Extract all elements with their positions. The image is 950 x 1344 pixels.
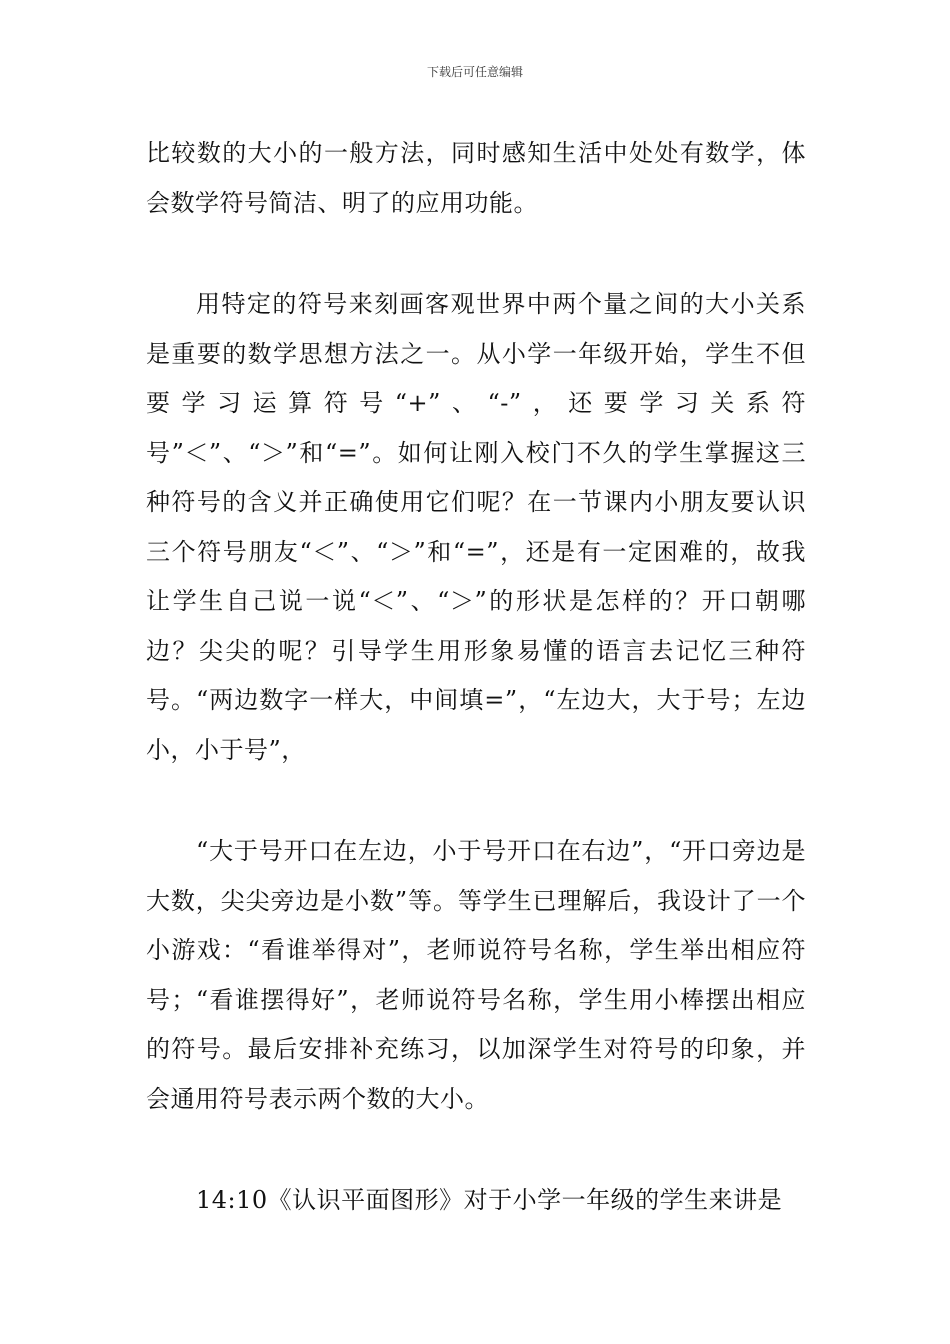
paragraph-3: “大于号开口在左边，小于号开口在右边”，“开口旁边是大数，尖尖旁边是小数”等。等学生已理解后，我设计了一个小游戏：“看谁举得对”，老师说符号名称，学生举出相应符号；“看谁摆得好”，老师说符号名称，学生用小棒摆出相应的符号。最后安排补充练习，以加深学生对符号的印象，并会通用符号表示两个数的大小。 xyxy=(146,837,806,1113)
page-header: 下载后可任意编辑 xyxy=(426,65,523,79)
paragraph-gap xyxy=(146,1124,806,1176)
paragraph-4: 14:10《认识平面图形》对于小学一年级的学生来讲是 xyxy=(196,1186,783,1214)
paragraph-1: 比较数的大小的一般方法，同时感知生活中处处有数学，体会数学符号简洁、明了的应用功能。 xyxy=(146,139,806,217)
paragraph-2: 用特定的符号来刻画客观世界中两个量之间的大小关系是重要的数学思想方法之一。从小学一年级开始，学生不但要学习运算符号“+”、“-”，还要学习关系符号”＜”、“＞”和“=”。如何让刚入校门不久的学生掌握这三种符号的含义并正确使用它们呢？在一节课内小朋友要认识三个符号朋友“＜”、“＞”和“=”，还是有一定困难的，故我让学生自己说一说“＜”、“＞”的形状是怎样的？开口朝哪边？尖尖的呢？引导学生用形象易懂的语言去记忆三种符号。“两边数字一样大，中间填=”，“左边大，大于号；左边小，小于号”， xyxy=(146,290,806,764)
paragraph-gap xyxy=(146,228,806,280)
document-body xyxy=(146,129,806,1226)
paragraph-gap xyxy=(146,775,806,827)
